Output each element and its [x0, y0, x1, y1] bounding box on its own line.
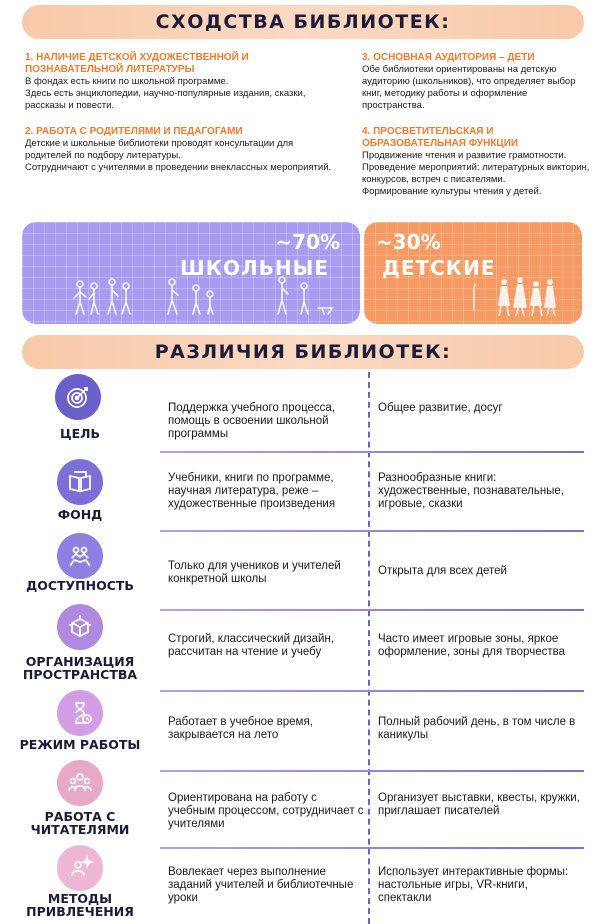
school-readers-cell: Ориентирована на работу с учебным процессом, сотрудничает с учителями — [168, 792, 364, 830]
school-space-cell: Строгий, классический дизайн, рассчитан на чтение и учебу — [168, 633, 334, 658]
row-separator — [160, 451, 584, 453]
row-label-accessibility: ДОСТУПНОСТЬ — [26, 578, 134, 593]
row-label-engagement: МЕТОДЫ ПРИВЛЕЧЕНИЯ — [26, 891, 134, 919]
students-silhouettes-illustration — [22, 264, 360, 324]
kids-space-cell: Часто имеет игровые зоны, яркое оформление, зоны для творчества — [378, 633, 565, 658]
row-label-readers: РАБОТА С ЧИТАТЕЛЯМИ — [30, 809, 130, 837]
similarity-title: 1. НАЛИЧИЕ ДЕТСКОЙ ХУДОЖЕСТВЕННОЙ И ПОЗНАВАТЕЛЬНОЙ ЛИТЕРАТУРЫ — [25, 52, 249, 75]
school-percent: ~70% — [275, 230, 340, 254]
similarity-title: 2. РАБОТА С РОДИТЕЛЯМИ И ПЕДАГОГАМИ — [25, 126, 243, 137]
row-separator — [160, 609, 584, 611]
similarity-text: Детские и школьные библиотеки проводят консультации для родителей по подбору литературы. — [25, 138, 294, 161]
differences-banner — [22, 335, 584, 369]
school-accessibility-cell: Только для учеников и учителей конкретной школы — [168, 560, 341, 585]
school-schedule-cell: Работает в учебное время, закрывается на лето — [168, 716, 313, 741]
similarity-text: В фондах есть книги по школьной программе. — [25, 76, 229, 87]
row-separator — [160, 690, 584, 692]
school-engagement-cell: Вовлекает через выполнение заданий учителей и библиотечные уроки — [168, 866, 354, 904]
hourglass-clock-icon — [57, 690, 103, 736]
kids-engagement-cell: Использует интерактивные формы: настольные игры, VR-книги, спектакли — [378, 866, 569, 904]
kids-schedule-cell: Полный рабочий день, в том числе в каникулы — [378, 716, 576, 741]
kids-goal-cell: Общее развитие, досуг — [378, 402, 503, 414]
similarity-item-1 — [25, 52, 315, 112]
row-label-goal: ЦЕЛЬ — [59, 426, 101, 441]
similarity-title: 4. ПРОСВЕТИТЕЛЬСКАЯ И ОБРАЗОВАТЕЛЬНАЯ ФУНКЦИИ — [362, 126, 519, 149]
kids-readers-cell: Организует выставки, квесты, кружки, приглашает писателей — [378, 792, 580, 817]
kids-accessibility-cell: Открыта для всех детей — [378, 565, 507, 577]
similarity-text: Проведение мероприятий: литературных викторин, конкурсов, встреч с писателями. — [362, 162, 590, 185]
row-label-space: ОРГАНИЗАЦИЯ ПРОСТРАНСТВА — [22, 654, 138, 682]
school-label: ШКОЛЬНЫЕ — [180, 256, 330, 280]
similarity-text: Формирование культуры чтения у детей. — [362, 186, 542, 197]
people-group-icon — [57, 760, 103, 806]
similarity-item-2 — [25, 126, 340, 174]
similarity-item-3 — [362, 52, 590, 112]
hands-people-icon — [57, 533, 103, 579]
differences-title: РАЗЛИЧИЯ БИБЛИОТЕК: — [154, 341, 452, 363]
row-separator — [160, 847, 584, 849]
similarity-item-4 — [362, 126, 590, 198]
similarity-text: Сотрудничают с учителями в проведении внеклассных мероприятий. — [25, 162, 332, 173]
row-label-schedule: РЕЖИМ РАБОТЫ — [19, 737, 141, 752]
similarity-text: Здесь есть энциклопедии, научно-популярные издания, сказки, рассказы и повести. — [25, 88, 306, 111]
cube-icon — [57, 604, 103, 650]
sparkle-person-icon — [57, 845, 103, 891]
target-icon — [55, 374, 101, 420]
school-library-card — [22, 222, 360, 324]
similarity-text: Продвижение чтения и развитие грамотности. — [362, 150, 567, 161]
row-label-collection: ФОНД — [57, 507, 103, 522]
book-icon — [57, 459, 103, 505]
school-collection-cell: Учебники, книги по программе, научная литература, реже – художественные произведения — [168, 472, 336, 510]
kids-percent: ~30% — [376, 230, 441, 254]
similarities-title: СХОДСТВА БИБЛИОТЕК: — [155, 11, 451, 33]
column-divider — [368, 372, 370, 924]
children-silhouettes-illustration — [364, 264, 582, 324]
kids-library-card — [364, 222, 582, 324]
similarity-text: Обе библиотеки ориентированы на детскую аудиторию (школьников), что определяет выбор книг, методику работы и оформление пространства. — [362, 64, 576, 111]
kids-collection-cell: Разнообразные книги: художественные, познавательные, игровые, сказки — [378, 472, 565, 510]
row-separator — [160, 530, 584, 532]
school-goal-cell: Поддержка учебного процесса, помощь в освоении школьной программы — [168, 402, 336, 440]
kids-label: ДЕТСКИЕ — [382, 256, 496, 280]
row-separator — [160, 770, 584, 772]
similarities-banner — [22, 5, 584, 39]
similarity-title: 3. ОСНОВНАЯ АУДИТОРИЯ – ДЕТИ — [362, 52, 535, 63]
